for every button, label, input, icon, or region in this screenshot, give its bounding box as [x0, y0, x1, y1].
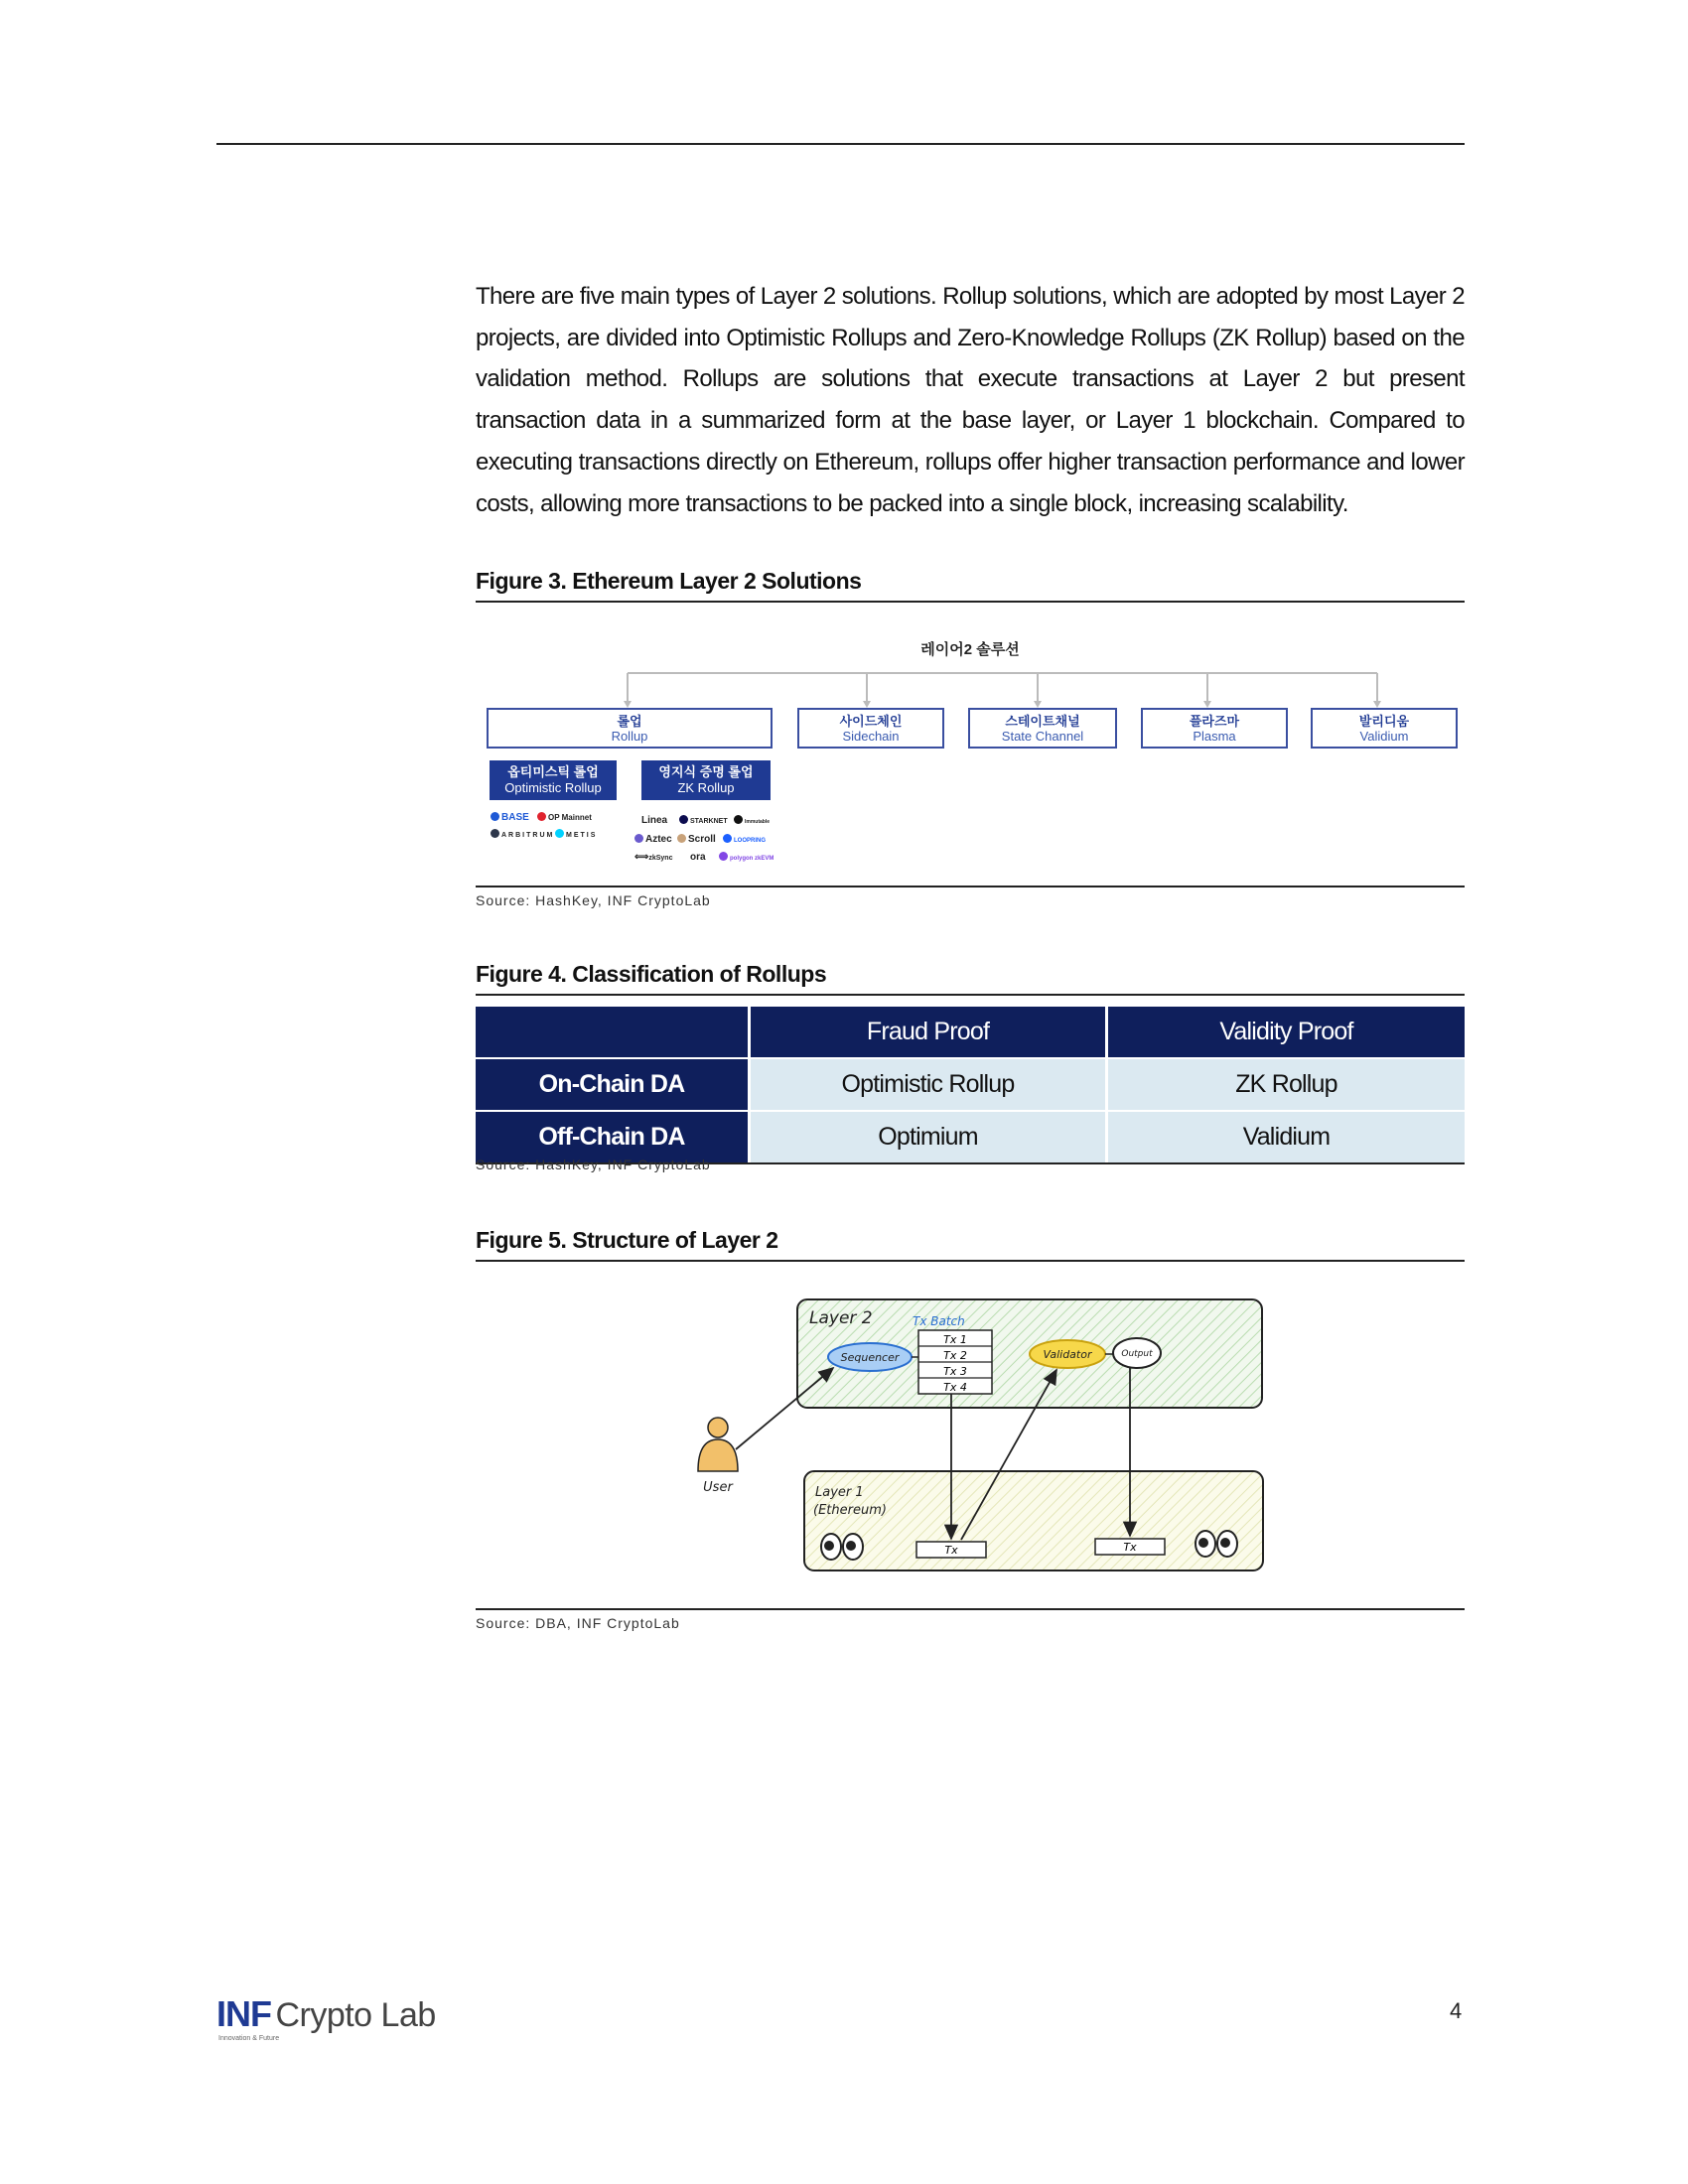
layer2-label: Layer 2 [809, 1308, 873, 1328]
category-rollup: 롤업 Rollup [487, 708, 773, 749]
batch-item: Tx 4 [943, 1381, 967, 1394]
table-header-row [476, 1007, 1465, 1057]
body-paragraph: There are five main types of Layer 2 solutions. Rollup solutions, which are adopted by most Layer 2 projects, are divided into Optimistic Rollups and Zero-Knowledge Rollups (ZK Rollup) based on the validation method. Rollups are solutions that execute transactions at Layer 2 but present transaction data in a summarized form at the base layer, or Layer 1 blockchain. Compared to executing transactions directly on Ethereum, rollups offer higher transaction performance and lower costs, allowing more transactions to be packed into a single block, increasing scalability. [476, 283, 1465, 517]
logo-op-mainnet: OP Mainnet [537, 812, 592, 823]
subcategory-optimistic: 옵티미스틱 롤업 Optimistic Rollup [490, 760, 617, 800]
logo-brand-bold: INF [216, 1993, 271, 2034]
page-number: 4 [1450, 1998, 1463, 2023]
batch-item: Tx 1 [943, 1333, 967, 1346]
subcategory-zk: 영지식 증명 롤업 ZK Rollup [641, 760, 771, 800]
figure3-bottom-rule [476, 886, 1465, 887]
inf-cryptolab-logo [216, 1993, 436, 2042]
tx-batch-label: Tx Batch [913, 1314, 965, 1328]
base-icon [491, 812, 499, 821]
logo-ora: ora [690, 852, 706, 863]
figure5-title: Figure 5. Structure of Layer 2 [476, 1227, 1465, 1262]
table-header-fraud-proof: Fraud Proof [751, 1007, 1105, 1057]
figure4-source: Source: HashKey, INF CryptoLab [476, 1157, 711, 1172]
metis-icon [555, 829, 564, 838]
loopring-icon [723, 834, 732, 843]
category-sidechain: 사이드체인 Sidechain [797, 708, 944, 749]
logo-zksync: ⟺zkSync [634, 852, 673, 863]
table-row [476, 1059, 1465, 1110]
logo-brand-rest: Crypto Lab [275, 1996, 436, 2034]
figure5-source: Source: DBA, INF CryptoLab [476, 1615, 680, 1631]
figure3-connectors [476, 623, 1465, 713]
figure3-diagram [476, 623, 1465, 872]
logo-scroll: Scroll [677, 834, 716, 845]
table-cell: Validium [1108, 1112, 1465, 1162]
layer1-sublabel: (Ethereum) [813, 1503, 887, 1518]
table-header-validity-proof: Validity Proof [1108, 1007, 1465, 1057]
layer1-label: Layer 1 [815, 1485, 864, 1500]
arbitrum-icon [491, 829, 499, 838]
category-validium: 발리디움 Validium [1311, 708, 1458, 749]
header-rule [216, 143, 1465, 145]
polygon-icon [719, 852, 728, 861]
category-plasma: 플라즈마 Plasma [1141, 708, 1288, 749]
figure4-title: Figure 4. Classification of Rollups [476, 961, 1465, 996]
immutable-icon [734, 815, 743, 824]
sequencer-label: Sequencer [840, 1351, 900, 1364]
l1-tx-left-label: Tx [944, 1544, 958, 1557]
rollup-classification-table [476, 1007, 1465, 1166]
logo-loopring: LOOPRING [723, 834, 766, 845]
scroll-icon [677, 834, 686, 843]
layer1-box [804, 1471, 1263, 1570]
row-label-off-chain-da: Off-Chain DA [476, 1112, 748, 1162]
logo-starknet: STARKNET [679, 815, 728, 826]
category-state-channel: 스테이트채널 State Channel [968, 708, 1117, 749]
user-head-icon [708, 1418, 728, 1437]
row-label-on-chain-da: On-Chain DA [476, 1059, 748, 1110]
user-label: User [703, 1480, 733, 1495]
logo-base: BASE [491, 812, 529, 823]
logo-metis: METIS [555, 829, 597, 840]
validator-label: Validator [1043, 1348, 1092, 1361]
table-cell: Optimistic Rollup [751, 1059, 1105, 1110]
logo-aztec: Aztec [634, 834, 672, 845]
logo-tagline: Innovation & Future [218, 2035, 280, 2042]
zksync-icon: ⟺ [634, 852, 649, 863]
batch-item: Tx 3 [943, 1365, 967, 1378]
user-body-icon [698, 1439, 738, 1471]
figure3-source: Source: HashKey, INF CryptoLab [476, 892, 711, 908]
figure5-bottom-rule [476, 1608, 1465, 1610]
output-label: Output [1121, 1349, 1153, 1359]
batch-item: Tx 2 [943, 1349, 967, 1362]
table-cell: ZK Rollup [1108, 1059, 1465, 1110]
starknet-icon [679, 815, 688, 824]
logo-immutable: Immutable [734, 815, 770, 826]
table-header-corner [476, 1007, 748, 1057]
figure3-root-label: 레이어2 솔루션 [920, 641, 1020, 658]
figure3-title: Figure 3. Ethereum Layer 2 Solutions [476, 568, 1465, 603]
layer2-structure-diagram [476, 1283, 1465, 1605]
logo-linea: Linea [641, 815, 668, 826]
aztec-icon [634, 834, 643, 843]
table-cell: Optimium [751, 1112, 1105, 1162]
logo-arbitrum: ARBITRUM [491, 829, 554, 840]
l1-tx-right-label: Tx [1123, 1541, 1137, 1554]
logo-polygon: polygon zkEVM [719, 852, 774, 863]
op-icon [537, 812, 546, 821]
